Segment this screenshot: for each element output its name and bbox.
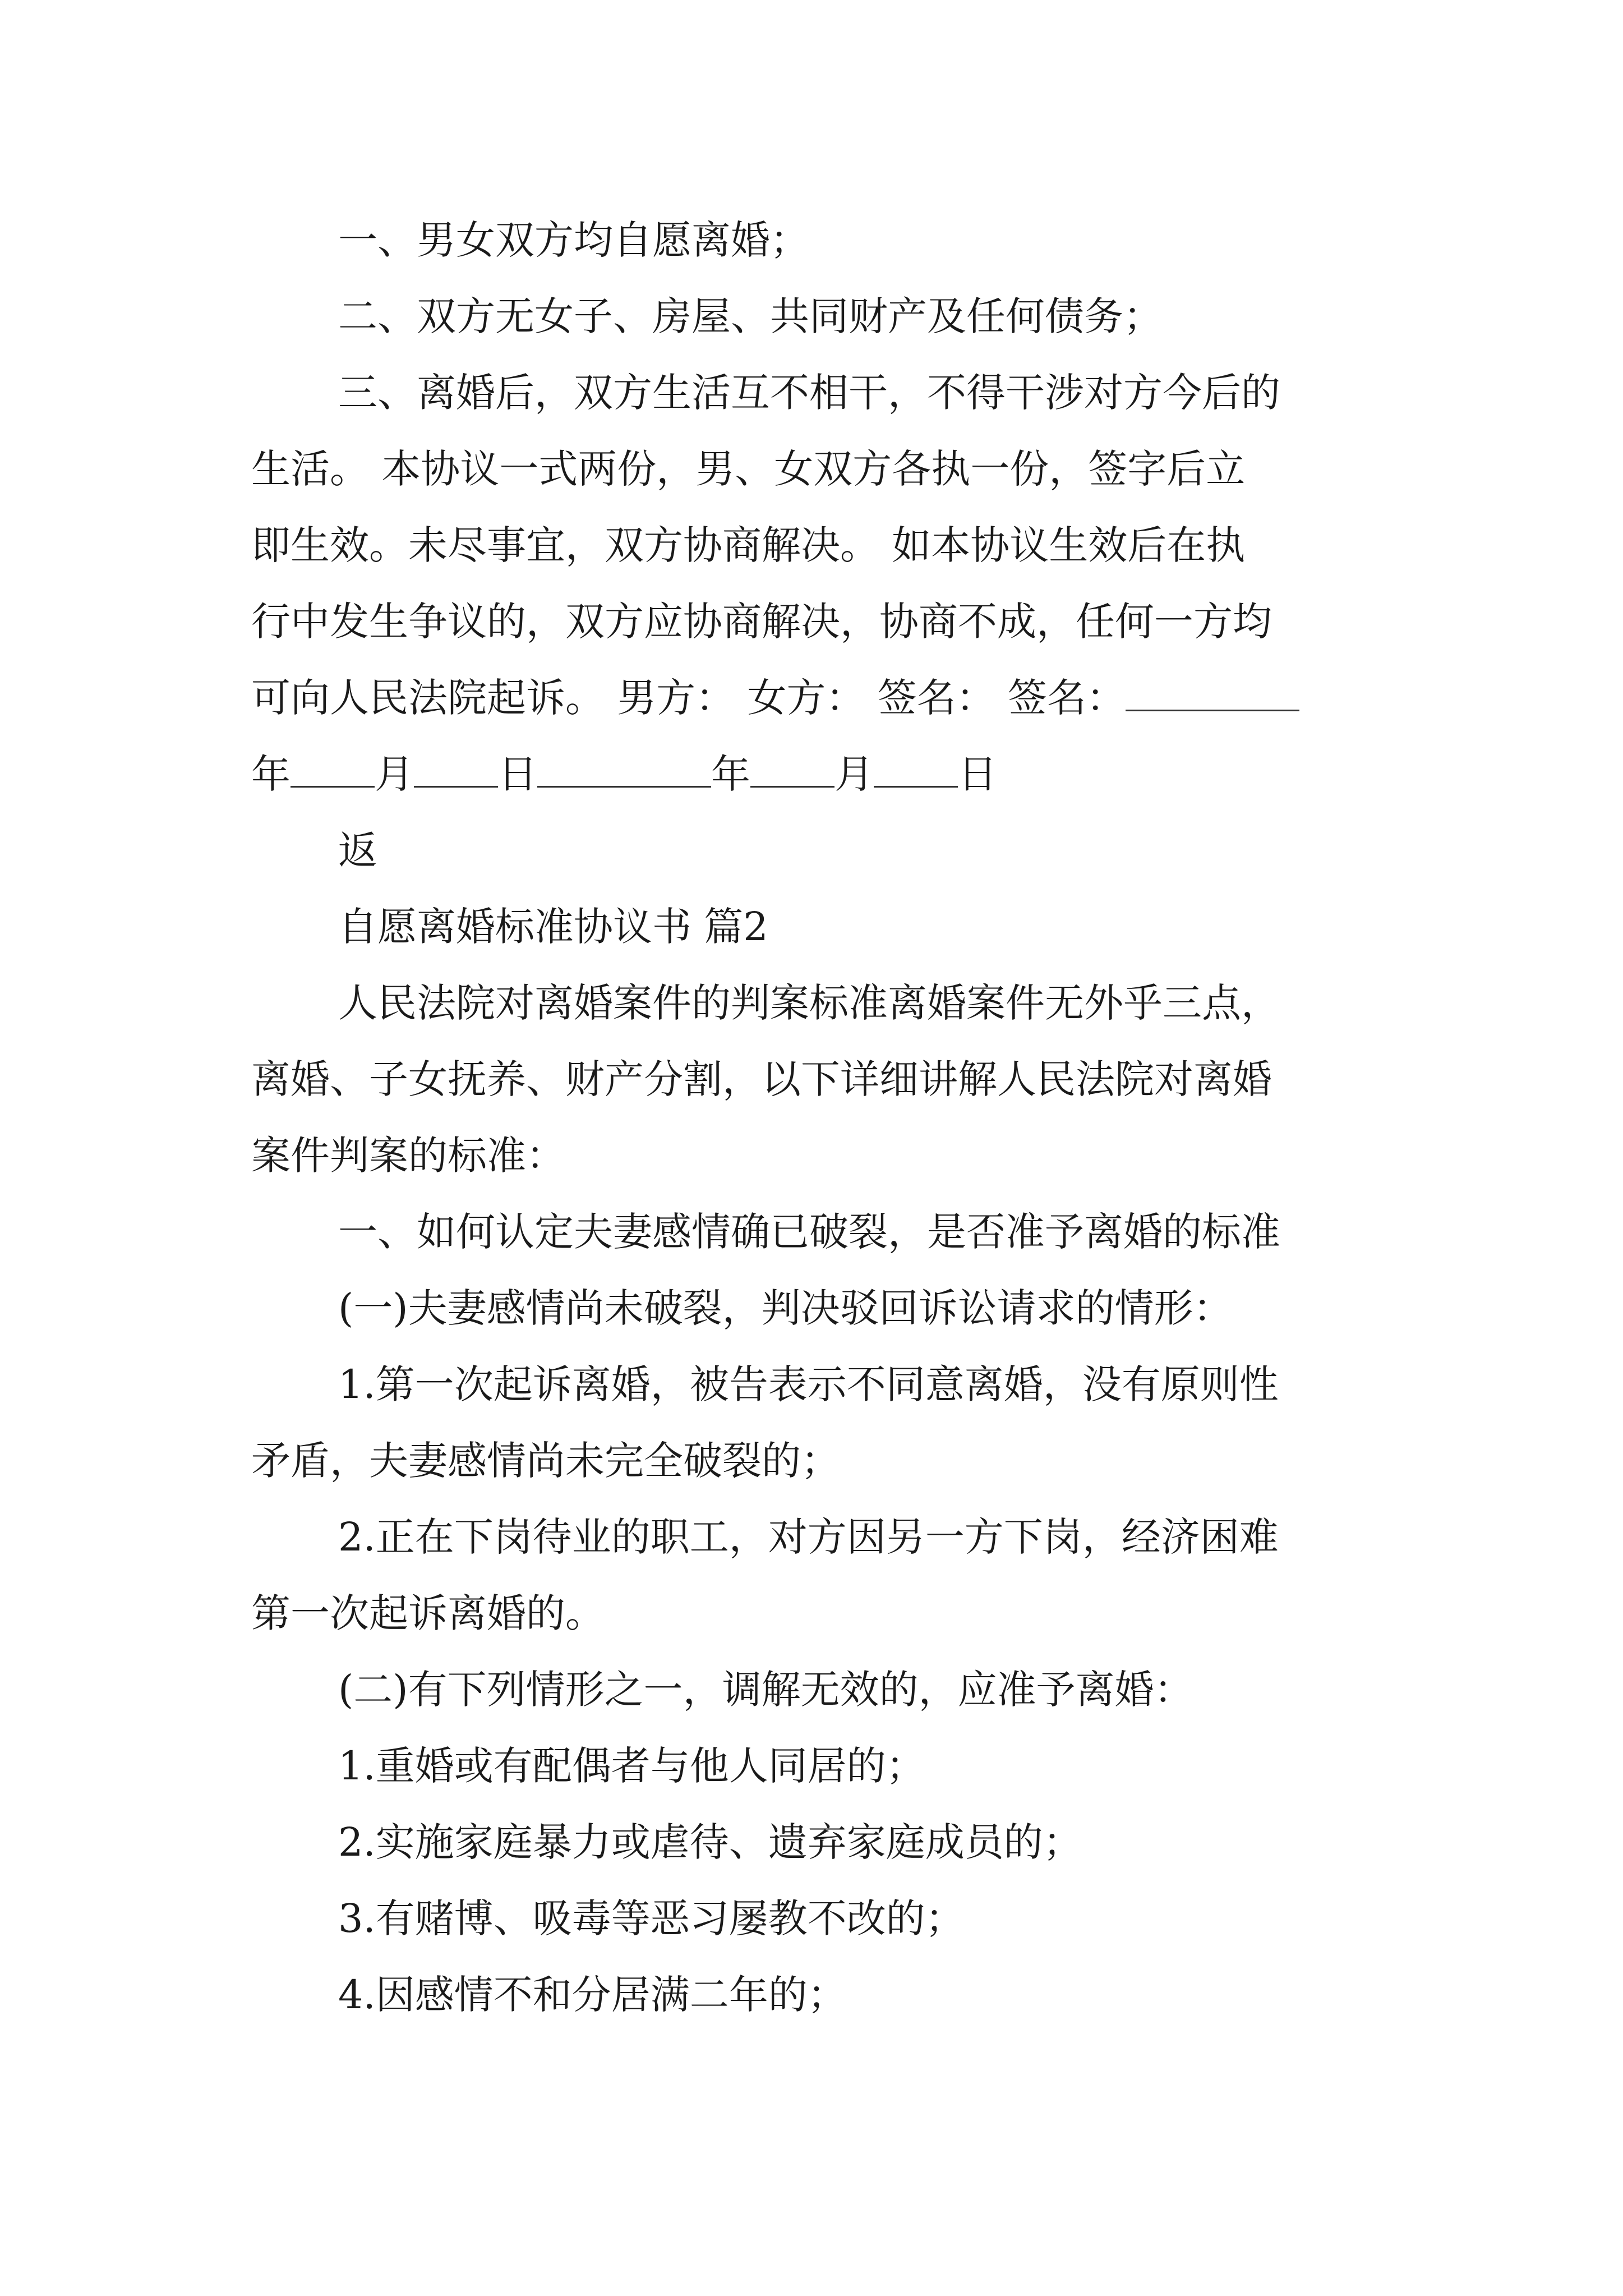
date-blank bbox=[537, 751, 711, 788]
date-year-1: 年 bbox=[251, 751, 291, 797]
signature-blank bbox=[1126, 675, 1299, 711]
date-line bbox=[251, 736, 1378, 812]
date-blank bbox=[414, 751, 498, 788]
signature-line bbox=[251, 660, 1378, 736]
date-month-2: 月 bbox=[834, 751, 874, 797]
list-item: 2.实施家庭暴力或虐待、遗弃家庭成员的； bbox=[338, 1819, 1082, 1865]
paragraph-line: 人民法院对离婚案件的判案标准离婚案件无外乎三点， bbox=[338, 980, 1280, 1026]
list-item: 1.第一次起诉离婚，被告表示不同意离婚，没有原则性 bbox=[338, 1361, 1279, 1407]
clause-2: 二、双方无女子、房屋、共同财产及任何债务； bbox=[338, 293, 1163, 339]
list-item-cont: 矛盾，夫妻感情尚未完全破裂的； bbox=[251, 1438, 840, 1484]
paragraph-line: 案件判案的标准： bbox=[251, 1133, 565, 1179]
heading-criteria: 一、如何认定夫妻感情确已破裂，是否准予离婚的标准 bbox=[338, 1209, 1280, 1255]
return-text: 返 bbox=[338, 827, 377, 873]
signature-text: 可向人民法院起诉。 男方： 女方： 签名： 签名： bbox=[251, 675, 1126, 721]
clause-3: 三、离婚后，双方生活互不相干，不得干涉对方今后的 bbox=[338, 370, 1280, 416]
list-item: 3.有赌博、吸毒等恶习屡教不改的； bbox=[338, 1895, 965, 1941]
clause-3-cont-1: 生活。 本协议一式两份，男、女双方各执一份，签字后立 bbox=[251, 446, 1246, 492]
list-item: 1.重婚或有配偶者与他人同居的； bbox=[338, 1743, 925, 1789]
date-blank bbox=[874, 751, 958, 788]
subheading-1: (一)夫妻感情尚未破裂，判决驳回诉讼请求的情形： bbox=[338, 1285, 1233, 1331]
date-year-2: 年 bbox=[711, 751, 750, 797]
clause-1: 一、男女双方均自愿离婚； bbox=[338, 217, 809, 263]
paragraph-line: 离婚、子女抚养、财产分割，以下详细讲解人民法院对离婚 bbox=[251, 1056, 1272, 1102]
date-blank bbox=[750, 751, 834, 788]
list-item-cont: 第一次起诉离婚的。 bbox=[251, 1590, 605, 1636]
list-item: 4.因感情不和分居满二年的； bbox=[338, 1972, 847, 2018]
list-item: 2.正在下岗待业的职工，对方因另一方下岗，经济困难 bbox=[338, 1514, 1279, 1560]
date-month-1: 月 bbox=[375, 751, 414, 797]
date-day-2: 日 bbox=[958, 751, 997, 797]
clause-3-cont-3: 行中发生争议的，双方应协商解决，协商不成，任何一方均 bbox=[251, 599, 1272, 645]
clause-3-cont-2: 即生效。未尽事宜，双方协商解决。 如本协议生效后在执 bbox=[251, 522, 1246, 568]
subheading-2: (二)有下列情形之一，调解无效的，应准予离婚： bbox=[338, 1667, 1193, 1713]
date-day-1: 日 bbox=[498, 751, 537, 797]
section-title: 自愿离婚标准协议书 篇2 bbox=[338, 904, 768, 950]
date-blank bbox=[291, 751, 375, 788]
document-body bbox=[251, 202, 1378, 2033]
